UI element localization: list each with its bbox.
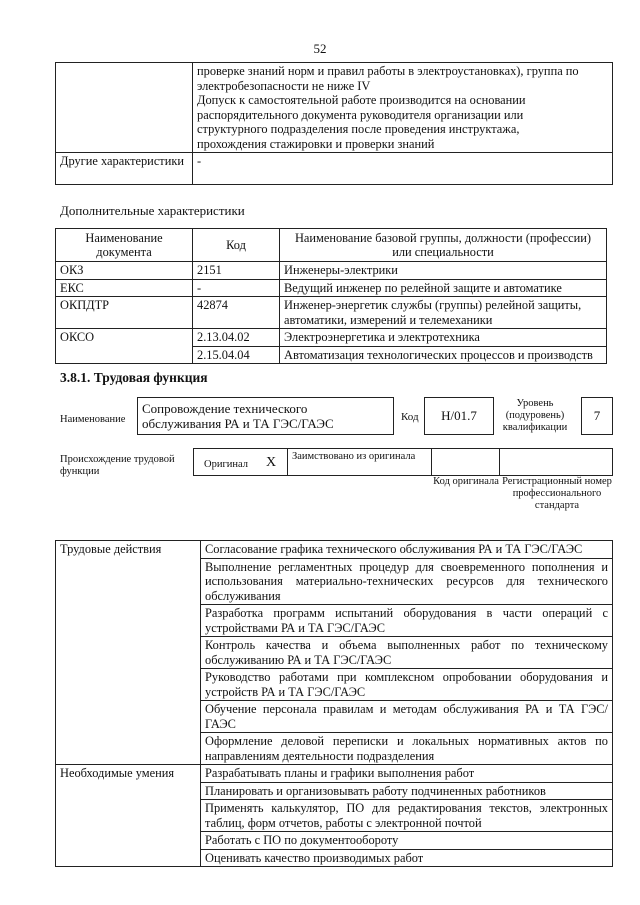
name-cell: Ведущий инженер по релейной защите и автоматике (280, 279, 607, 297)
list-item: Согласование графика технического обслуживания РА и ТА ГЭС/ГАЭС (201, 541, 613, 559)
requirements-line: проверке знаний норм и правил работы в электроустановках), группа по (197, 64, 579, 78)
qualification-requirements-table (55, 62, 613, 185)
list-item: Обучение персонала правилам и методам обслуживания РА и ТА ГЭС/ГАЭС (201, 701, 613, 733)
code-label: Код (401, 411, 419, 423)
extra-characteristics-table (55, 228, 607, 364)
requirements-line: электробезопасности не ниже IV (197, 78, 371, 93)
doc-cell: ОКПДТР (56, 297, 193, 329)
table-row (56, 541, 613, 559)
other-characteristics-label: Другие характеристики (56, 153, 193, 185)
page-number: 52 (313, 41, 327, 56)
level-value-box: 7 (581, 397, 613, 435)
list-item: Руководство работами при комплексном опробовании оборудования и устройств РА и ТА ГЭС/ГАЭС (201, 669, 613, 701)
table-row (56, 765, 613, 783)
name-cell: Инженеры-электрики (280, 262, 607, 280)
list-item: Планировать и организовывать работу подчиненных работников (201, 782, 613, 800)
list-item: Применять калькулятор, ПО для редактирования текстов, электронных таблиц, форм отчетов, работы с электронной почтой (201, 800, 613, 832)
function-name-box: Сопровождение технического обслуживания РА и ТА ГЭС/ГАЭС (137, 397, 394, 435)
doc-cell: ЕКС (56, 279, 193, 297)
list-item: Оформление деловой переписки и локальных нормативных актов по направлениям деятельности подразделения (201, 733, 613, 765)
table-row (56, 279, 607, 297)
origin-label: Происхождение трудовой функции (60, 454, 175, 477)
labor-function-table (55, 540, 613, 867)
code-original-box (431, 448, 500, 476)
other-characteristics-value: - (193, 153, 613, 185)
original-label: Оригинал (204, 459, 248, 470)
name-label: Наименование (60, 414, 126, 425)
code-cell: 2.13.04.02 (193, 329, 280, 347)
extra-characteristics-heading: Дополнительные характеристики (60, 203, 245, 218)
header-document: Наименование документа (56, 229, 193, 262)
table-row (56, 297, 607, 329)
code-cell: - (193, 279, 280, 297)
list-item: Разрабатывать планы и графики выполнения работ (201, 765, 613, 783)
name-cell: Автоматизация технологических процессов и производств (280, 346, 607, 364)
header-group-name: Наименование базовой группы, должности (профессии) или специальности (280, 229, 607, 262)
requirements-cell (193, 63, 613, 153)
code-cell: 2.15.04.04 (193, 346, 280, 364)
original-cell (193, 448, 288, 476)
list-item: Разработка программ испытаний оборудования в части операций с устройствами РА и ТА ГЭС/ГАЭС (201, 605, 613, 637)
list-item: Выполнение регламентных процедур для своевременного пополнения и использования материально-технических ресурсов для технического обслуживания (201, 558, 613, 605)
code-cell: 42874 (193, 297, 280, 329)
requirements-line: распорядительного документа руководителя организации или (197, 107, 524, 122)
doc-cell: ОКСО (56, 329, 193, 364)
requirements-line: структурного подразделения после проведения инструктажа, (197, 122, 520, 136)
reg-number-label: Регистрационный номер профессионального стандарта (502, 476, 612, 511)
code-cell: 2151 (193, 262, 280, 280)
level-label: Уровень (подуровень) квалификации (502, 398, 568, 433)
requirements-line: Допуск к самостоятельной работе производится на основании (197, 93, 526, 107)
original-mark: X (266, 455, 277, 470)
list-item: Контроль качества и объема выполненных работ по техническому обслуживанию РА и ТА ГЭС/ГАЭС (201, 637, 613, 669)
function-code-box: Н/01.7 (424, 397, 494, 435)
header-code: Код (193, 229, 280, 262)
requirements-line: прохождения стажировки и проверки знаний (197, 136, 435, 151)
table-row (56, 329, 607, 347)
labor-actions-label: Трудовые действия (56, 541, 201, 765)
name-cell: Электроэнергетика и электротехника (280, 329, 607, 347)
function-heading: 3.8.1. Трудовая функция (60, 370, 208, 385)
required-skills-label: Необходимые умения (56, 765, 201, 867)
table-row (56, 262, 607, 280)
empty-label-cell (56, 63, 193, 153)
reg-number-box (499, 448, 613, 476)
doc-cell: ОКЗ (56, 262, 193, 280)
list-item: Работать с ПО по документообороту (201, 832, 613, 850)
list-item: Оценивать качество производимых работ (201, 849, 613, 867)
name-cell: Инженер-энергетик службы (группы) релейной защиты, автоматики, измерений и телемеханики (280, 297, 607, 329)
code-original-label: Код оригинала (433, 476, 499, 487)
borrowed-label: Заимствовано из оригинала (292, 451, 416, 462)
borrowed-cell (287, 448, 432, 476)
